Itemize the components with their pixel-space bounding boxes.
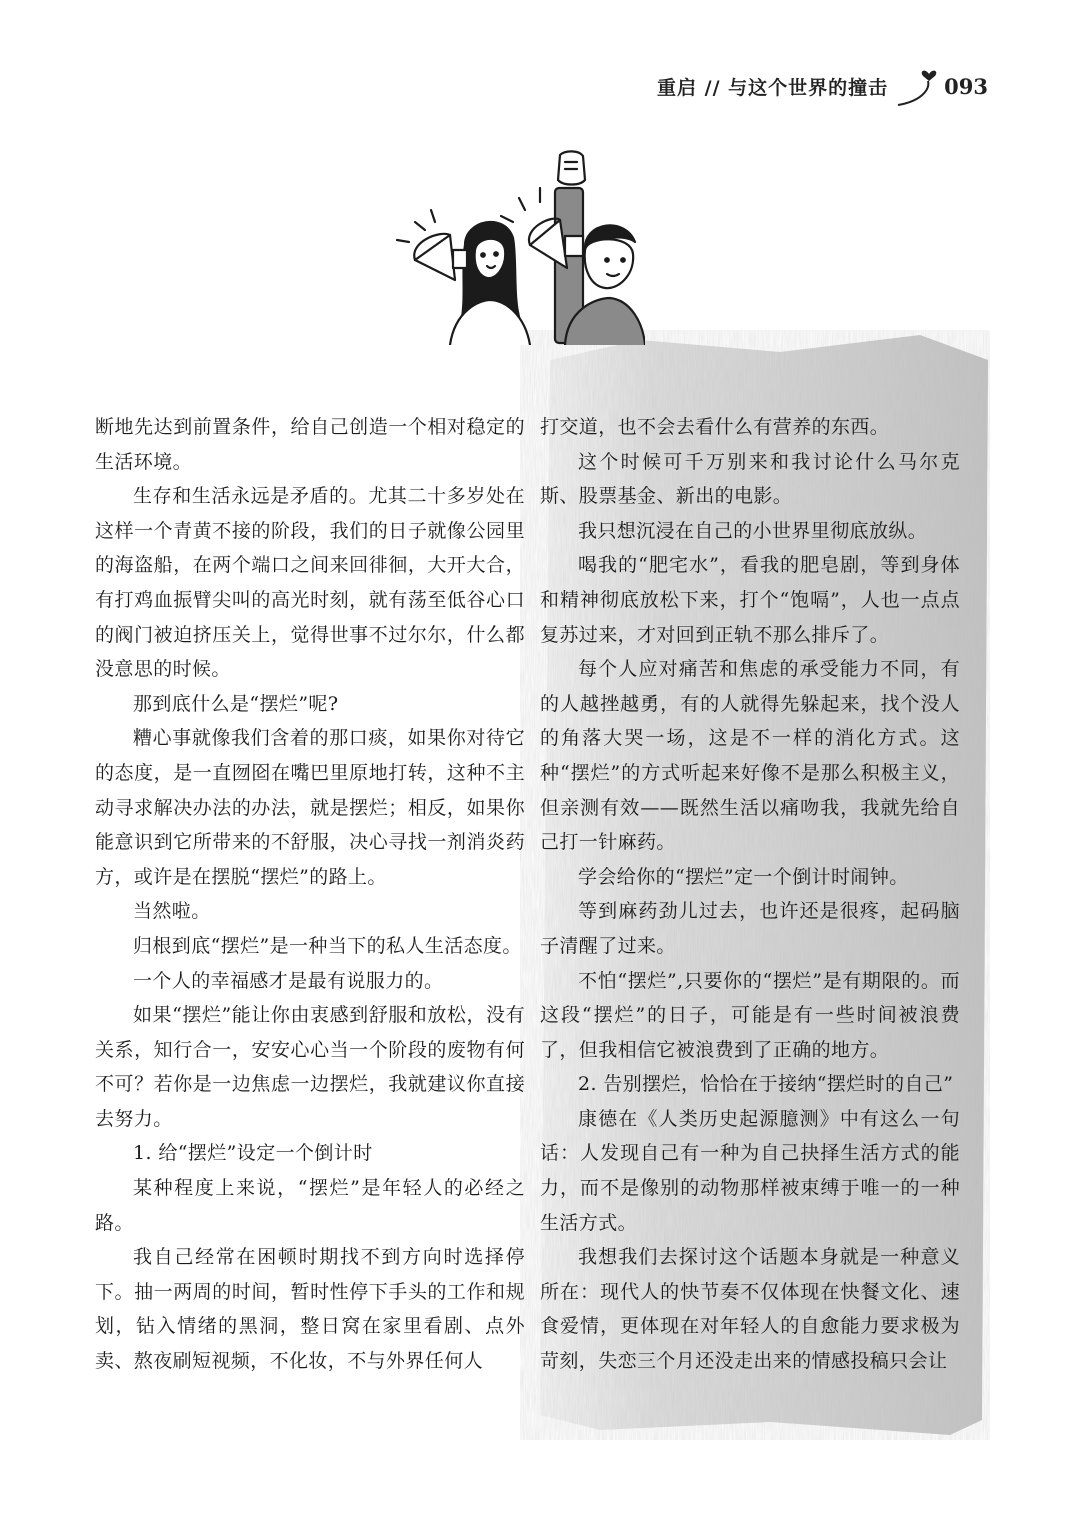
paragraph: 断地先达到前置条件，给自己创造一个相对稳定的生活环境。 xyxy=(95,416,525,473)
page-number: 093 xyxy=(944,73,988,99)
paragraph: 生存和生活永远是矛盾的。尤其二十多岁处在这样一个青黄不接的阶段，我们的日子就像公园里的海盗船，在两个端口之间来回徘徊，大开大合，有打鸡血振臂尖叫的高光时刻，就有荡至低谷心口的阀门被迫挤压关上，觉得世事不过尔尔，什么都没意思的时候。 xyxy=(95,485,525,681)
paragraph: 每个人应对痛苦和焦虑的承受能力不同，有的人越挫越勇，有的人就得先躲起来，找个没人的角落大哭一场，这是不一样的消化方式。这种“摆烂”的方式听起来好像不是那么积极主义，但亲测有效——既然生活以痛吻我，我就先给自己打一针麻药。 xyxy=(540,658,960,854)
paragraph: 不怕“摆烂”,只要你的“摆烂”是有期限的。而这段“摆烂”的日子，可能是有一些时间被浪费了，但我相信它被浪费到了正确的地方。 xyxy=(540,969,960,1061)
paragraph: 我自己经常在困顿时期找不到方向时选择停下。抽一两周的时间，暂时性停下手头的工作和规划，钻入情绪的黑洞，整日窝在家里看剧、点外卖、熬夜刷短视频，不化妆，不与外界任何人 xyxy=(95,1246,525,1373)
section-heading: 2. 告别摆烂，恰恰在于接纳“摆烂时的自己” xyxy=(578,1073,954,1096)
paragraph: 糟心事就像我们含着的那口痰，如果你对待它的态度，是一直囫囵在嘴巴里原地打转，这种不主动寻求解决办法的办法，就是摆烂；相反，如果你能意识到它所带来的不舒服，决心寻找一剂消炎药方，或许是在摆脱“摆烂”的路上。 xyxy=(95,727,525,888)
right-column xyxy=(540,410,960,1379)
paragraph: 康德在《人类历史起源臆测》中有这么一句话：人发现自己有一种为自己抉择生活方式的能力，而不是像别的动物那样被束缚于唯一的一种生活方式。 xyxy=(540,1107,960,1234)
paragraph: 归根到底“摆烂”是一种当下的私人生活态度。 xyxy=(133,934,522,957)
megaphone-people-illustration xyxy=(395,150,645,345)
paragraph: 当然啦。 xyxy=(133,900,211,923)
paragraph: 等到麻药劲儿过去，也许还是很疼，起码脑子清醒了过来。 xyxy=(540,900,960,957)
paragraph: 我只想沉浸在自己的小世界里彻底放纵。 xyxy=(578,519,928,542)
paragraph: 如果“摆烂”能让你由衷感到舒服和放松，没有关系，知行合一，安安心心当一个阶段的废物有何不可？若你是一边焦虑一边摆烂，我就建议你直接去努力。 xyxy=(95,1004,525,1130)
running-header-title: 重启 // 与这个世界的撞击 xyxy=(657,76,889,99)
left-column xyxy=(95,410,525,1379)
paragraph: 我想我们去探讨这个话题本身就是一种意义所在：现代人的快节奏不仅体现在快餐文化、速食爱情，更体现在对年轻人的自愈能力要求极为苛刻，失恋三个月还没走出来的情感投稿只会让 xyxy=(540,1246,960,1373)
heart-swirl-icon xyxy=(894,65,938,107)
running-header xyxy=(657,66,988,106)
paragraph: 那到底什么是“摆烂”呢? xyxy=(133,692,339,715)
paragraph: 一个人的幸福感才是最有说服力的。 xyxy=(133,969,444,992)
paragraph: 某种程度上来说，“摆烂”是年轻人的必经之路。 xyxy=(95,1177,525,1234)
paragraph: 这个时候可千万别来和我讨论什么马尔克斯、股票基金、新出的电影。 xyxy=(540,450,960,508)
paragraph: 喝我的“肥宅水”，看我的肥皂剧，等到身体和精神彻底放松下来，打个“饱嗝”，人也一点点复苏过来，才对回到正轨不那么排斥了。 xyxy=(540,554,960,646)
section-heading: 1. 给“摆烂”设定一个倒计时 xyxy=(133,1142,373,1165)
paragraph: 打交道，也不会去看什么有营养的东西。 xyxy=(540,416,890,438)
paragraph: 学会给你的“摆烂”定一个倒计时闹钟。 xyxy=(578,865,909,888)
